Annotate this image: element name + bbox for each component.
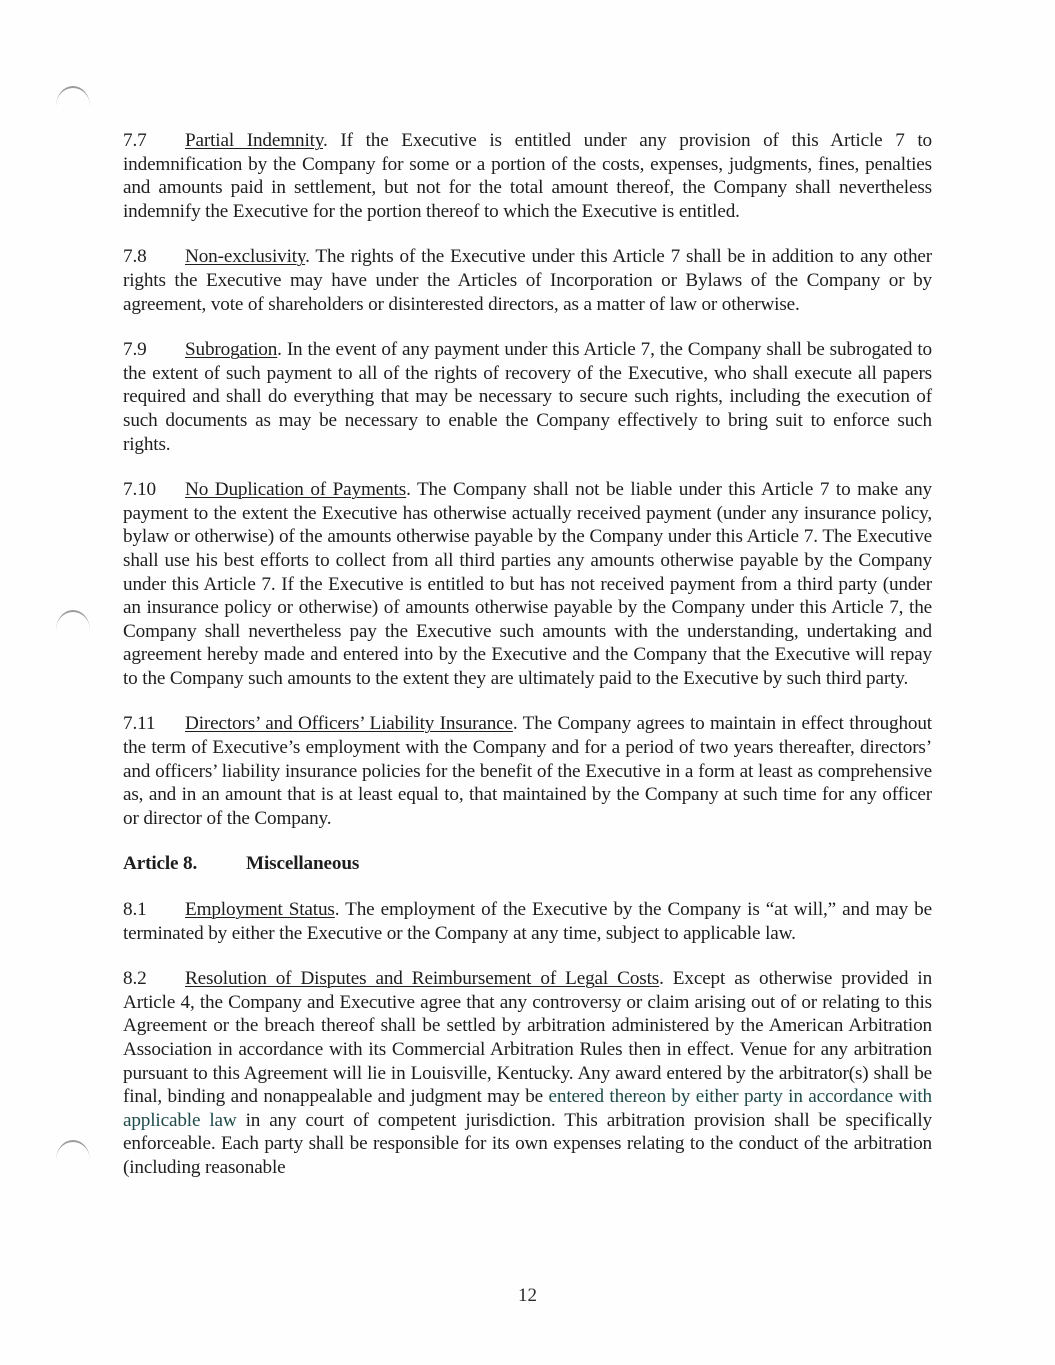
section-body: . The Company shall not be liable under this Article 7 to make any payment to the extent the Executive has otherwise actually received payment (under any insurance policy, bylaw or otherwise) of the amounts otherwise payable by the Company under this Article 7. The Executive shall use his best efforts to collect from all third parties any amounts otherwise payable by the Company under this Article 7. If the Executive is entitled to but has not received payment from a third party (under an insurance policy or otherwise) of amounts otherwise payable by the Company under this Article 7, the Company shall nevertheless pay the Executive such amounts with the understanding, undertaking and agreement hereby made and entered into by the Executive and the Company that the Executive will repay to the Company such amounts to the extent they are ultimately paid to the Executive by such third party. xyxy=(123,479,932,689)
section-heading: Directors’ and Officers’ Liability Insurance xyxy=(185,713,513,735)
section-number: 7.7 xyxy=(123,130,147,151)
section-body: . Except as otherwise provided in Article 4, the Company and Executive agree that any controversy or claim arising out of or relating to this Agreement or the breach thereof shall be settled by arbitration administered by the American Arbitration Association in accordance with its Commercial Arbitration Rules then in effect. Venue for any arbitration pursuant to this Agreement will lie in Louisville, Kentucky. Any award entered by the arbitrator(s) shall be final, binding and nonappealable and judgment may be xyxy=(123,968,933,1108)
section-body: . The employment of the Executive by the Company is “at will,” and may be terminated by either the Executive or the Company at any time, subject to applicable law. xyxy=(123,899,932,944)
section-7-9 xyxy=(123,338,932,456)
section-heading: Employment Status xyxy=(185,899,335,921)
section-number: 7.10 xyxy=(123,479,156,501)
section-7-11 xyxy=(123,712,932,830)
section-heading: Resolution of Disputes and Reimbursement of Legal Costs xyxy=(185,968,660,990)
section-heading: Non-exclusivity xyxy=(185,246,306,268)
section-7-7 xyxy=(123,129,932,223)
section-number: 7.9 xyxy=(123,339,147,361)
article-number: Article 8. xyxy=(123,853,198,875)
section-number: 7.8 xyxy=(123,246,147,268)
section-body: . If the Executive is entitled under any provision of this Article 7 to indemnification by the Company for some or a portion of the costs, expenses, judgments, fines, penalties and amounts paid in settlement, but not for the total amount thereof, the Company shall nevertheless indemnify the Executive for the portion thereof to which the Executive is entitled. xyxy=(123,130,932,222)
document-body xyxy=(123,129,932,1202)
punch-hole-mark-middle xyxy=(56,610,90,630)
section-heading: Partial Indemnity xyxy=(185,130,324,151)
section-7-8 xyxy=(123,245,932,316)
page-number: 12 xyxy=(518,1285,537,1306)
section-number: 8.1 xyxy=(123,899,147,921)
section-number: 7.11 xyxy=(123,713,156,735)
section-body: in any court of competent jurisdiction. This arbitration provision shall be specifically enforceable. Each party shall be responsible for its own expenses relating to the conduct of the arbitration (including reasonable xyxy=(123,1109,932,1178)
section-8-2 xyxy=(123,967,932,1179)
section-8-1 xyxy=(123,898,932,945)
section-number: 8.2 xyxy=(123,968,147,990)
section-body: . The rights of the Executive under this Article 7 shall be in addition to any other rights the Executive may have under the Articles of Incorporation or Bylaws of the Company or by agreement, vote of shareholders or disinterested directors, as a matter of law or otherwise. xyxy=(123,246,932,315)
section-heading: No Duplication of Payments xyxy=(185,479,407,501)
article-8-heading xyxy=(123,852,932,876)
punch-hole-mark-bottom xyxy=(56,1140,90,1160)
section-7-10 xyxy=(123,478,932,690)
section-body: . In the event of any payment under this Article 7, the Company shall be subrogated to the extent of such payment to all of the rights of recovery of the Executive, who shall execute all papers required and shall do everything that may be necessary to secure such rights, including the execution of such documents as may be necessary to enable the Company effectively to bring suit to enforce such rights. xyxy=(123,339,932,455)
punch-hole-mark-top xyxy=(56,86,90,106)
section-body-tinted: entered thereon by either party in accordance with applicable law xyxy=(123,1086,932,1131)
article-title: Miscellaneous xyxy=(246,853,360,875)
section-heading: Subrogation xyxy=(185,339,278,361)
section-body: . The Company agrees to maintain in effect throughout the term of Executive’s employment with the Company and for a period of two years thereafter, directors’ and officers’ liability insurance policies for the benefit of the Executive in a form at least as comprehensive as, and in an amount that is at least equal to, that maintained by the Company at such time for any officer or director of the Company. xyxy=(123,713,932,829)
